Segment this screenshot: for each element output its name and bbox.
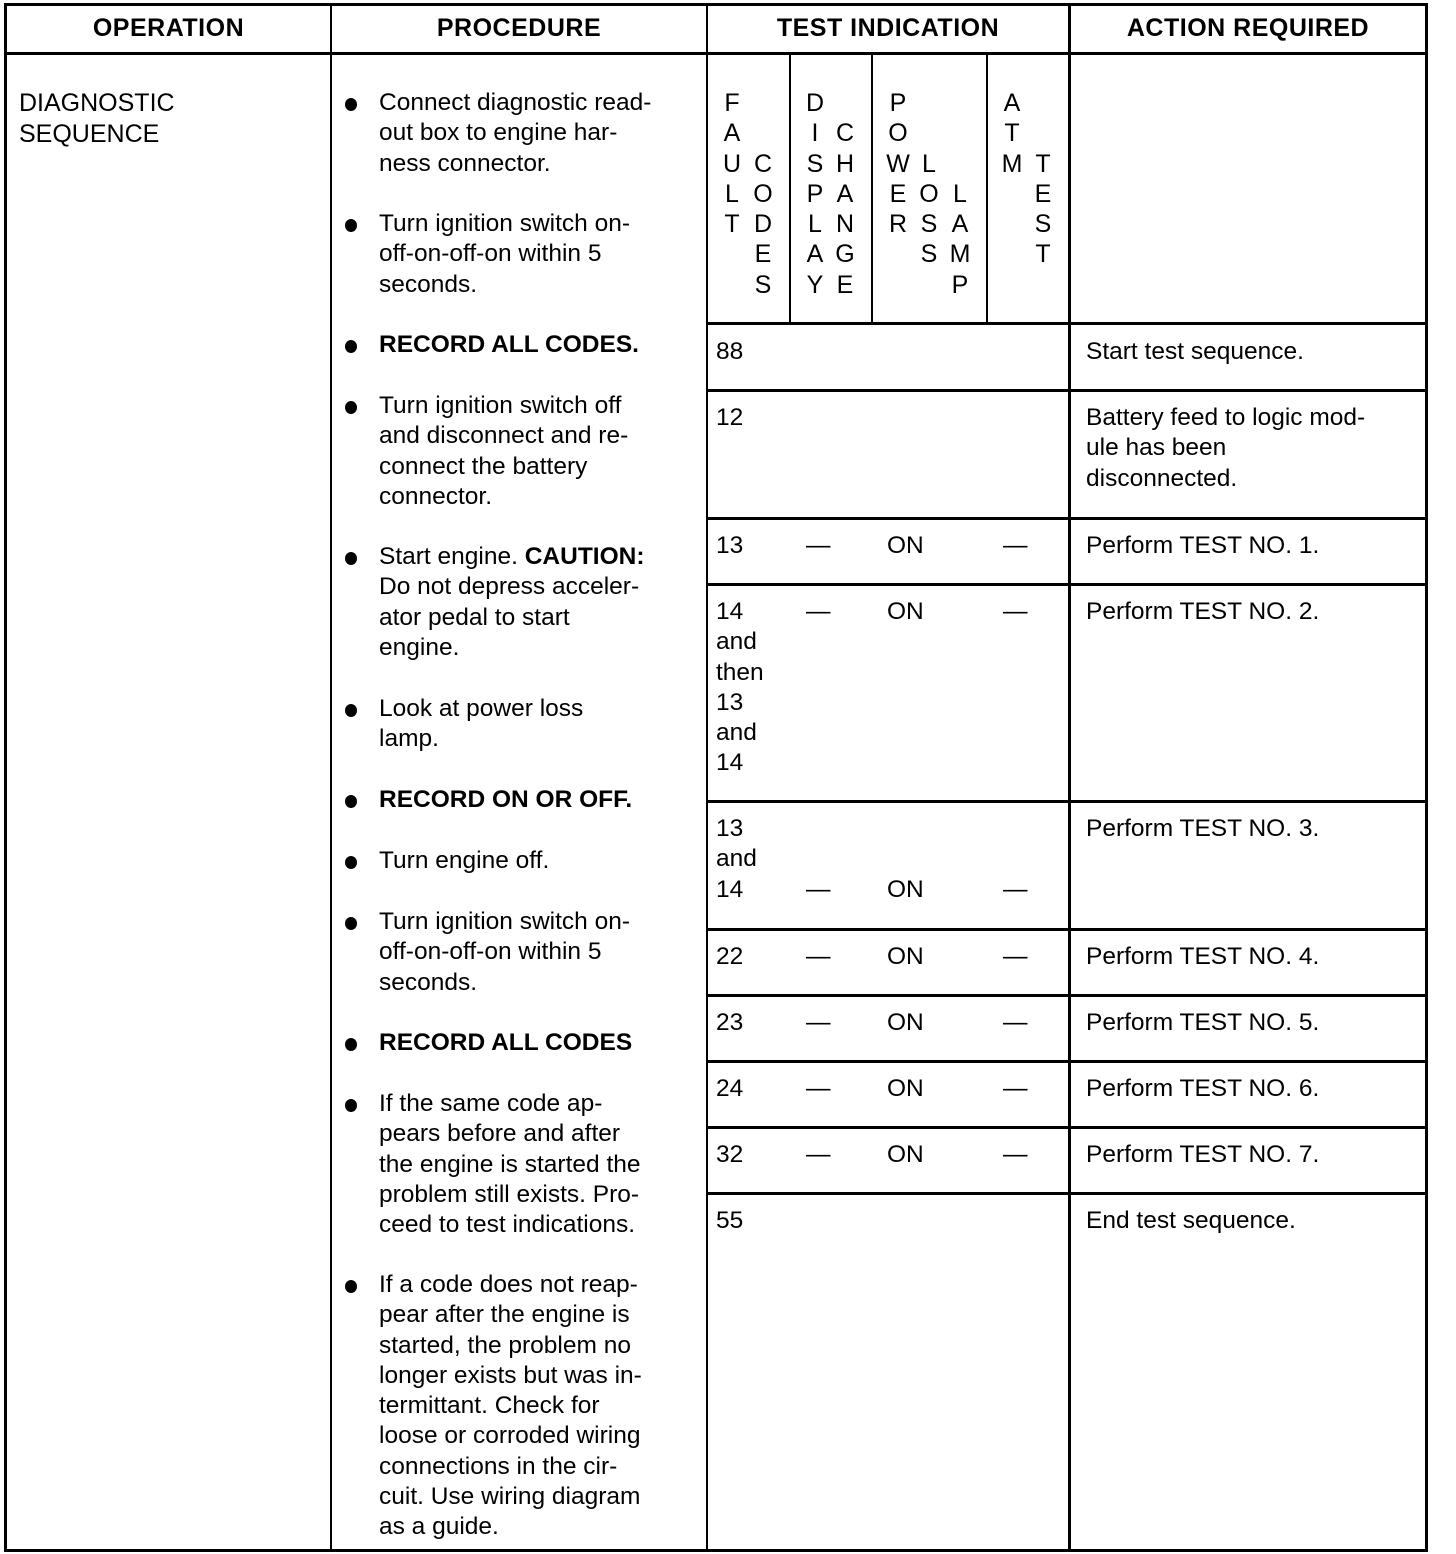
action-required-text: Battery feed to logic mod- ule has been disconnected. [1086,404,1366,492]
header-letter: A [806,240,824,269]
action-required-text: Perform TEST NO. 2. [1086,598,1320,625]
power-loss-lamp-value: ON [887,1141,924,1168]
step-text: Turn ignition switch on- off-on-off-on within 5 seconds. [379,210,631,298]
step-text: RECORD ALL CODES. [379,331,639,358]
header-letter: F [724,89,740,117]
header-letter: L [808,210,822,239]
action-required-text: Perform TEST NO. 6. [1086,1075,1320,1102]
header-letter: E [754,240,772,269]
bullet-icon [345,98,357,111]
power-loss-lamp-value: ON [887,943,924,970]
operation-name [19,88,175,150]
header-letter: I [811,119,819,148]
fault-code: 32 [716,1141,744,1168]
header-letter: D [805,89,825,117]
sub-col-divider-1 [789,52,791,324]
procedure-step [345,209,695,300]
step-prefix: Start engine. [379,543,525,570]
atm-test-value: — [1003,1009,1028,1036]
header-letter: E [889,179,907,208]
header-letter: S [1034,210,1052,239]
header-letter: H [835,149,855,178]
action-required-text: End test sequence. [1086,1207,1296,1234]
header-letter: M [1001,149,1023,178]
header-letter: Y [806,270,824,299]
row-divider [706,1126,1428,1129]
power-loss-lamp-value: ON [887,532,924,559]
header-letter: P [806,179,824,208]
header-action-required: ACTION REQUIRED [1126,13,1370,42]
header-letter: O [753,179,773,208]
display-change-value: — [806,1009,831,1036]
atm-test-value: — [1003,1141,1028,1168]
row-divider [706,1192,1428,1195]
atm-test-value: — [1003,598,1028,625]
header-letter: A [723,119,741,148]
caution-label: CAUTION: [524,543,645,570]
bullet-icon [345,856,357,869]
power-loss-lamp-value: ON [887,1075,924,1102]
bullet-icon [345,704,357,717]
header-letter: G [835,240,855,269]
bullet-icon [345,552,357,565]
row-divider [706,583,1428,586]
vertical-header-power [886,88,910,239]
step-text: If a code does not reap- pear after the engine is started, the problem no longer exists but was in- termittant. Check for loose or corroded wiring connections in the cir- cuit. Use wiring diagram as a guide. [379,1271,642,1541]
atm-test-value: — [1003,875,1028,903]
sub-col-divider-2 [871,52,873,324]
border-bottom [4,1549,1428,1552]
display-change-value: — [806,598,831,625]
header-letter: M [949,240,971,269]
action-required-text: Perform TEST NO. 7. [1086,1141,1320,1168]
header-procedure: PROCEDURE [436,13,602,42]
fault-code: 13 and 14 [716,815,757,903]
action-required-text: Perform TEST NO. 3. [1086,815,1320,842]
vertical-header-atm [1000,88,1024,179]
header-letter: O [919,179,939,208]
fault-code: 24 [716,1075,744,1102]
action-required-text: Start test sequence. [1086,338,1304,365]
procedure-step [345,391,695,512]
step-text: Turn engine off. [379,847,550,874]
col-divider-1 [330,3,332,1552]
bullet-icon [345,1099,357,1112]
fault-code: 23 [716,1009,744,1036]
atm-test-value: — [1003,532,1028,559]
operation-line: SEQUENCE [19,120,160,148]
header-letter: N [835,210,855,239]
action-required-text: Perform TEST NO. 1. [1086,532,1320,559]
bullet-icon [345,1038,357,1051]
vertical-header-test [1031,149,1055,270]
header-letter: C [835,119,855,148]
header-letter: A [836,179,854,208]
procedure-step [345,694,695,755]
bullet-icon [345,795,357,808]
row-divider [706,928,1428,931]
row-divider [706,800,1428,803]
header-letter: S [754,270,772,299]
vertical-header-lamp [948,179,972,300]
bullet-icon [345,1280,357,1293]
header-letter: T [1035,240,1051,269]
header-letter: W [886,149,910,178]
header-divider [4,52,1428,55]
vertical-header-fault [720,88,744,239]
header-letter: S [920,210,938,239]
display-change-value: — [806,532,831,559]
procedure-step [345,846,695,876]
atm-test-value: — [1003,943,1028,970]
header-test-indication: TEST INDICATION [776,13,1000,42]
step-text: Turn ignition switch on- off-on-off-on within 5 seconds. [379,908,631,996]
power-loss-lamp-value: ON [887,1009,924,1036]
procedure-step [345,88,695,179]
procedure-step [345,1089,695,1240]
header-letter: D [753,210,773,239]
col-divider-2 [706,3,708,1552]
bullet-icon [345,917,357,930]
header-letter: U [722,149,742,178]
header-letter: C [753,149,773,178]
header-letter: A [1003,89,1021,117]
step-text: Turn ignition switch off and disconnect and re- connect the battery connector. [379,392,629,510]
procedure-step [345,330,695,360]
procedure-step [345,1270,695,1543]
fault-code: 88 [716,338,744,365]
bullet-icon [345,401,357,414]
header-letter: P [889,89,907,117]
step-text: RECORD ALL CODES [379,1029,633,1056]
row-divider [706,994,1428,997]
procedure-step [345,785,695,815]
header-letter: A [951,210,969,239]
header-letter: L [725,179,739,208]
vertical-header-change [833,118,857,300]
row-divider [706,322,1428,325]
procedure-step [345,907,695,998]
step-text: Look at power loss lamp. [379,695,584,753]
bullet-icon [345,219,357,232]
row-divider [706,517,1428,520]
bullet-icon [345,340,357,353]
header-letter: T [724,210,740,239]
operation-line: DIAGNOSTIC [19,89,175,117]
header-letter: P [951,270,969,299]
header-letter: E [1034,179,1052,208]
vertical-header-codes [751,149,775,300]
sub-col-divider-3 [986,52,988,324]
header-letter: S [806,149,824,178]
atm-test-value: — [1003,1075,1028,1102]
step-text: Connect diagnostic read- out box to engine har- ness connector. [379,89,652,177]
step-rest: Do not depress acceler- ator pedal to start engine. [379,573,640,661]
row-divider [706,389,1428,392]
step-text: If the same code ap- pears before and after the engine is started the problem still exists. Pro- ceed to test indications. [379,1090,641,1239]
display-change-value: — [806,1141,831,1168]
power-loss-lamp-value: ON [887,875,924,903]
step-text [379,542,695,663]
border-right [1425,3,1428,1552]
fault-code: 55 [716,1207,744,1234]
header-letter: O [888,119,908,148]
fault-code: 12 [716,404,744,431]
header-operation: OPERATION [92,13,245,42]
row-divider [706,1060,1428,1063]
header-letter: R [888,210,908,239]
header-letter: T [1035,149,1051,178]
header-letter: L [922,149,936,178]
vertical-header-display [803,88,827,300]
action-required-text: Perform TEST NO. 5. [1086,1009,1320,1036]
power-loss-lamp-value: ON [887,598,924,625]
fault-code: 22 [716,943,744,970]
display-change-value: — [806,1075,831,1102]
header-letter: E [836,270,854,299]
procedure-step [345,1028,695,1058]
step-text: RECORD ON OR OFF. [379,786,633,813]
procedure-step [345,542,695,663]
display-change-value: — [806,875,831,903]
col-divider-3 [1068,3,1071,1552]
header-letter: S [920,240,938,269]
header-letter: L [953,179,967,208]
border-left [4,3,7,1552]
display-change-value: — [806,943,831,970]
fault-code: 13 [716,532,744,559]
vertical-header-loss [917,149,941,270]
fault-code: 14 and then 13 and 14 [716,598,764,777]
action-required-text: Perform TEST NO. 4. [1086,943,1320,970]
header-letter: T [1004,119,1020,148]
